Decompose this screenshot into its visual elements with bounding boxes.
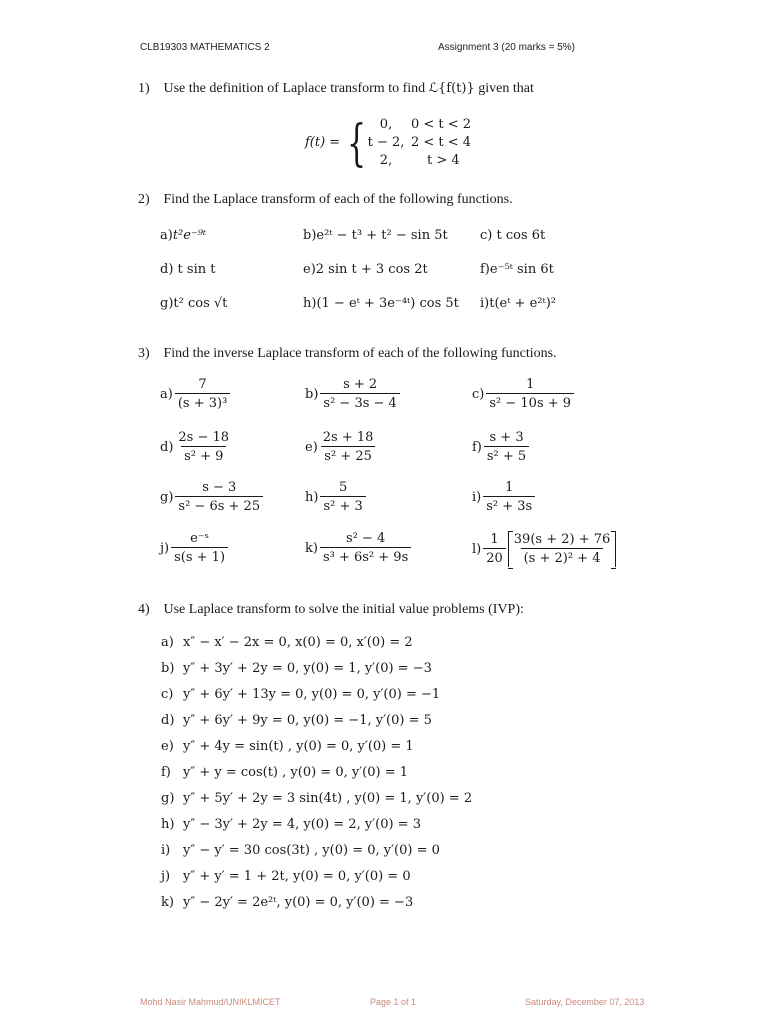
brace-symbol: { [347, 114, 367, 172]
list-item: g) y″ + 5y′ + 2y = 3 sin(4t) , y(0) = 1, y′(0) = 2 [161, 791, 473, 806]
list-item: j) $\frac{\text{e⁻ˢ}}{s(s + 1)}$ [160, 531, 228, 565]
question-number: 3) [138, 346, 150, 361]
piecewise-lhs: f(t) = [305, 135, 341, 150]
list-item: f) y″ + y = cos(t) , y(0) = 0, y′(0) = 1 [161, 765, 408, 780]
case-value: 0, [379, 117, 393, 132]
case-condition: t > 4 [427, 153, 460, 168]
question-text: Find the inverse Laplace transform of each of the following functions. [163, 346, 557, 361]
question-number: 1) [138, 81, 150, 96]
footer-page-number: Page 1 of 1 [370, 997, 417, 1007]
list-item: h) $\frac{5}{\text{s² + 3}}$ [305, 480, 366, 514]
case-value: 2, [379, 153, 393, 168]
header-course: CLB19303 MATHEMATICS 2 [140, 42, 270, 53]
question-1 [138, 81, 534, 97]
case-condition: 0 < t < 2 [411, 117, 472, 132]
list-item: e) $\frac{2s + 18}{\text{s² + 25}}$ [305, 430, 374, 464]
bracket-expression: $\frac{39(s + 2) + 76}{\text{(s + 2)² + 4}}$ [508, 531, 616, 567]
case-value: t − 2, [367, 135, 405, 150]
header-assignment: Assignment 3 (20 marks = 5%) [438, 42, 575, 53]
list-item: a)t²e⁻⁹ᵗ [160, 228, 207, 243]
list-item: b) y″ + 3y′ + 2y = 0, y(0) = 1, y′(0) = −3 [161, 661, 432, 676]
list-item: a) x″ − x′ − 2x = 0, x(0) = 0, x′(0) = 2 [161, 635, 413, 650]
case-condition: 2 < t < 4 [411, 135, 472, 150]
list-item: i) y″ − y′ = 30 cos(3t) , y(0) = 0, y′(0) = 0 [161, 843, 440, 858]
question-text-after: given that [478, 81, 534, 96]
list-item: l) $\frac{1}{20}$ $\frac{39(s + 2) + 76}{\text{(s + 2)² + 4}}$ [472, 531, 616, 567]
question-2 [138, 192, 513, 208]
list-item: f) $\frac{s + 3}{\text{s² + 5}}$ [472, 430, 529, 464]
list-item: k) y″ − 2y′ = 2e²ᵗ, y(0) = 0, y′(0) = −3 [161, 895, 414, 910]
list-item: d) $\frac{2s - 18}{\text{s² + 9}}$ [160, 430, 230, 464]
footer-date: Saturday, December 07, 2013 [525, 997, 645, 1007]
list-item: a) $\frac{7}{\text{(s + 3)³}}$ [160, 377, 230, 411]
question-3 [138, 346, 557, 362]
question-text: Find the Laplace transform of each of the following functions. [163, 192, 513, 207]
list-item: i) $\frac{1}{\text{s² + 3s}}$ [472, 480, 535, 514]
list-item: f)e⁻⁵ᵗ sin 6t [480, 262, 554, 277]
list-item: b)e²ᵗ − t³ + t² − sin 5t [303, 228, 448, 243]
laplace-symbol: ℒ{f(t)} [428, 81, 475, 96]
list-item: g)t² cos √t [160, 296, 228, 311]
list-item: k) $\frac{\text{s² − 4}}{\text{s³ + 6s² + 9s}}$ [305, 531, 411, 565]
list-item: h) y″ − 3y′ + 2y = 4, y(0) = 2, y′(0) = 3 [161, 817, 421, 832]
question-4 [138, 602, 524, 618]
list-item: h)(1 − eᵗ + 3e⁻⁴ᵗ) cos 5t [303, 296, 459, 311]
question-number: 4) [138, 602, 150, 617]
list-item: g) $\frac{s - 3}{\text{s² − 6s + 25}}$ [160, 480, 263, 514]
footer-author: Mohd Nasir Mahmud/UNIKLMICET [140, 997, 281, 1007]
list-item: e) y″ + 4y = sin(t) , y(0) = 0, y′(0) = 1 [161, 739, 414, 754]
list-item: i)t(eᵗ + e²ᵗ)² [480, 296, 556, 311]
list-item: c) t cos 6t [480, 228, 546, 243]
list-item: c) $\frac{1}{\text{s² − 10s + 9}}$ [472, 377, 574, 411]
question-number: 2) [138, 192, 150, 207]
list-item: d) t sin t [160, 262, 216, 277]
question-text: Use Laplace transform to solve the initial value problems (IVP): [163, 602, 524, 617]
list-item: j) y″ + y′ = 1 + 2t, y(0) = 0, y′(0) = 0 [161, 869, 411, 884]
list-item: d) y″ + 6y′ + 9y = 0, y(0) = −1, y′(0) = 5 [161, 713, 432, 728]
list-item: e)2 sin t + 3 cos 2t [303, 262, 428, 277]
question-text: Use the definition of Laplace transform to find [163, 81, 426, 96]
list-item: c) y″ + 6y′ + 13y = 0, y(0) = 0, y′(0) = −1 [161, 687, 441, 702]
list-item: b) $\frac{s + 2}{\text{s² − 3s − 4}}$ [305, 377, 400, 411]
